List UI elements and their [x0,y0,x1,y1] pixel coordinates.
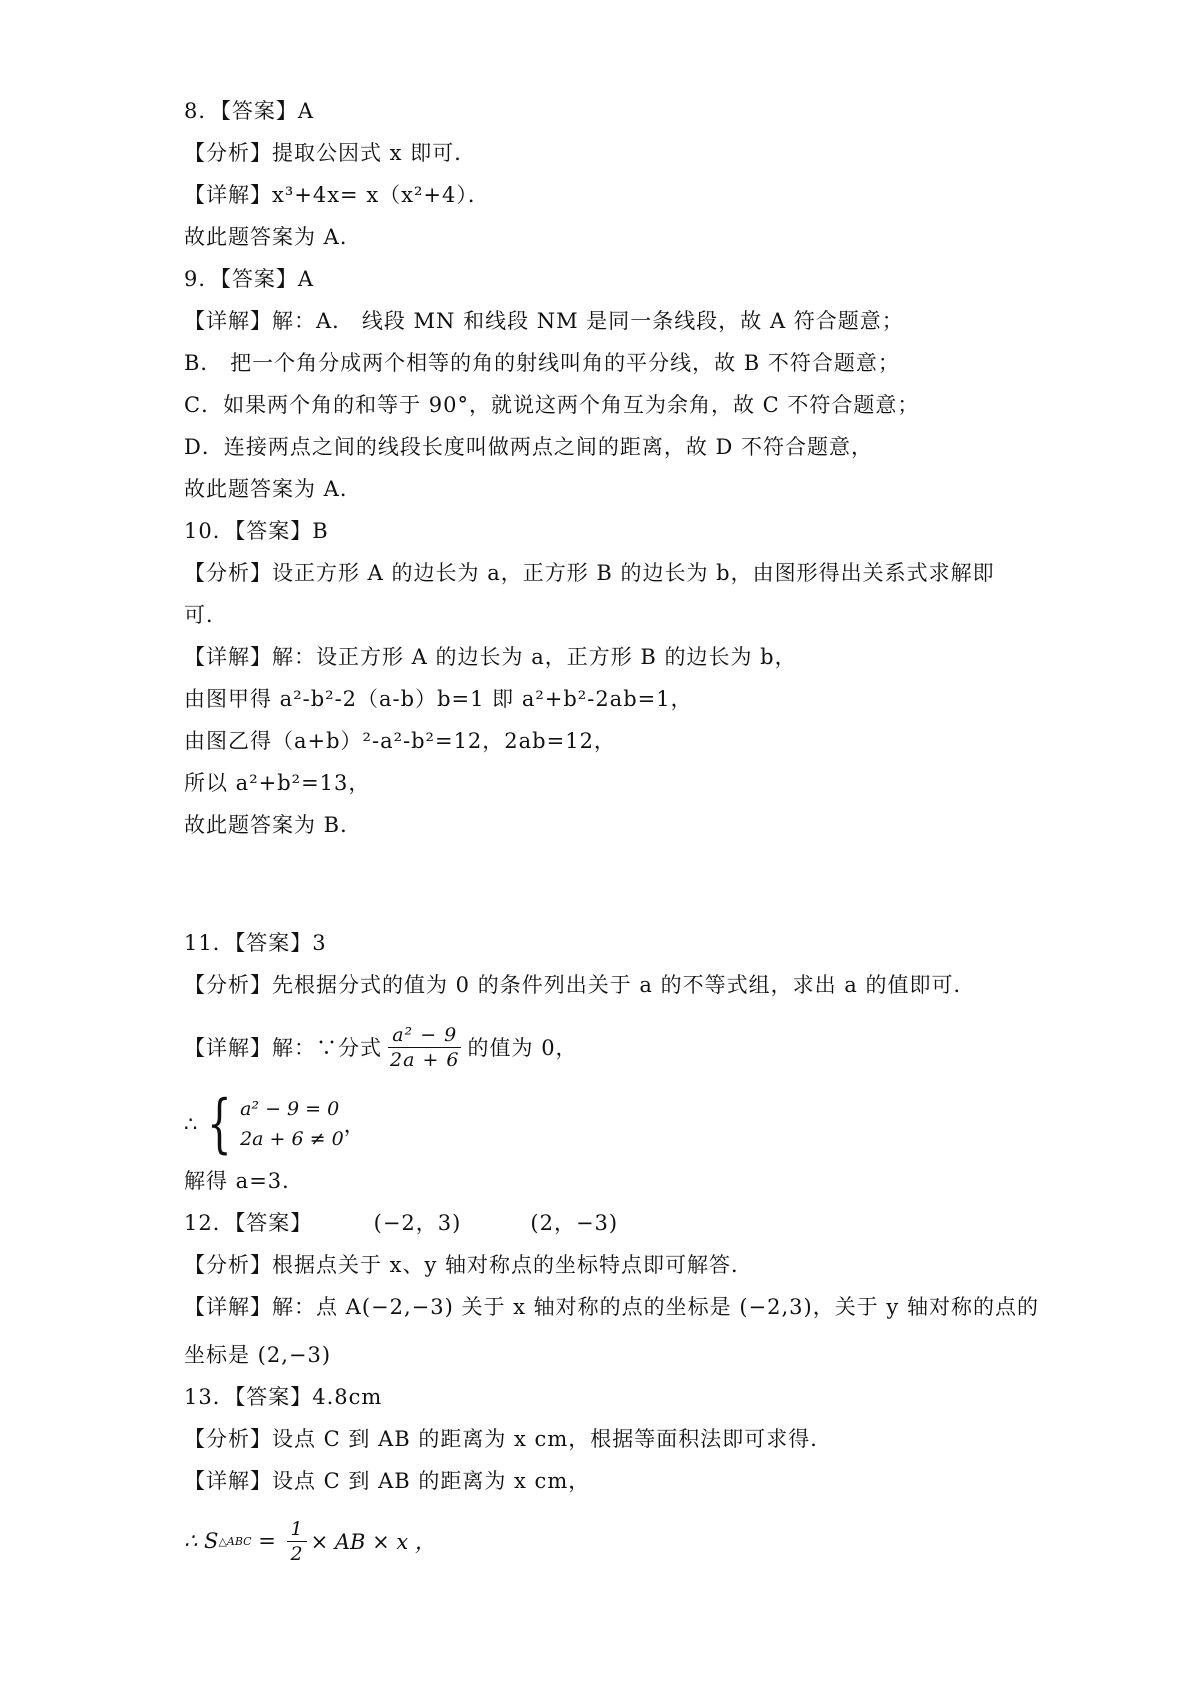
fraction-denominator: 2a + 6 [390,1048,460,1071]
therefore-symbol: ∴ [184,1112,198,1136]
q11-system [184,1082,1044,1166]
q10-step3: 所以 a²+b²=13， [184,771,371,795]
half-fraction [287,1517,307,1566]
q12-detail-cont: 坐标是 (2,−3) [184,1343,332,1367]
q9-answer: 9．【答案】A [184,267,315,291]
q9-detail-a: 【详解】解：A． 线段 MN 和线段 NM 是同一条线段，故 A 符合题意； [184,309,904,333]
q8-analysis: 【分析】提取公因式 x 即可． [184,141,477,165]
half-denominator: 2 [290,1542,303,1565]
q13-analysis: 【分析】设点 C 到 AB 的距离为 x cm，根据等面积法即可求得． [184,1427,833,1451]
q9-detail-d: D．连接两点之间的线段长度叫做两点之间的距离，故 D 不符合题意， [184,435,874,459]
q8-answer: 8．【答案】A [184,99,315,123]
q8-conclusion: 故此题答案为 A． [184,225,362,249]
equation-system [240,1094,344,1154]
q11-answer: 11．【答案】3 [184,931,327,955]
fraction [386,1023,464,1072]
q10-detail: 【详解】解：设正方形 A 的边长为 a，正方形 B 的边长为 b， [184,645,797,669]
area-prefix: ∴ S [184,1529,219,1553]
q11-result: 解得 a=3． [184,1169,305,1193]
q9-conclusion: 故此题答案为 A． [184,477,362,501]
half-numerator: 1 [287,1517,307,1542]
q11-detail-prefix: 【详解】解：∵分式 [184,1036,382,1060]
q11-detail-suffix: 的值为 0， [467,1036,578,1060]
solution-page [184,96,1044,1574]
area-subscript: △ABC [218,1534,252,1548]
q9-detail-b: B． 把一个角分成两个相等的角的射线叫角的平分线，故 B 不符合题意； [184,351,900,375]
system-suffix: ， [343,1113,365,1137]
q10-step2: 由图乙得（a+b）²-a²-b²=12，2ab=12， [184,729,616,753]
brace-icon: { [207,1087,232,1161]
q12-analysis: 【分析】根据点关于 x、y 轴对称点的坐标特点即可解答． [184,1253,754,1277]
q11-analysis: 【分析】先根据分式的值为 0 的条件列出关于 a 的不等式组，求出 a 的值即可． [184,973,976,997]
q11-detail [184,1012,1044,1082]
q10-analysis-cont: 可． [184,603,228,627]
q13-detail: 【详解】设点 C 到 AB 的距离为 x cm， [184,1469,591,1493]
q10-conclusion: 故此题答案为 B． [184,813,363,837]
system-eq2: 2a + 6 ≠ 0 [240,1128,344,1150]
fraction-numerator: a² − 9 [388,1023,461,1048]
q9-detail-c: C．如果两个角的和等于 90°，就说这两个角互为余角，故 C 不符合题意； [184,393,920,417]
q8-detail: 【详解】x³+4x= x（x²+4）． [184,183,490,207]
area-equals: = [251,1529,283,1553]
q10-analysis: 【分析】设正方形 A 的边长为 a，正方形 B 的边长为 b，由图形得出关系式求解即 [184,561,995,585]
section-gap [184,852,1044,928]
q12-detail: 【详解】解：点 A(−2,−3) 关于 x 轴对称的点的坐标是 (−2,3)，关于 y 轴对称的点的 [184,1295,1039,1319]
q13-answer: 13．【答案】4.8cm [184,1385,383,1409]
q10-step1: 由图甲得 a²-b²-2（a-b）b=1 即 a²+b²-2ab=1， [184,687,693,711]
system-eq1: a² − 9 = 0 [240,1098,340,1120]
q10-answer: 10．【答案】B [184,519,329,543]
q13-area-formula [184,1508,1044,1574]
q12-answer: 12．【答案】 (−2，3) (2，−3) [184,1211,619,1235]
area-suffix: × AB × x ， [310,1530,436,1554]
